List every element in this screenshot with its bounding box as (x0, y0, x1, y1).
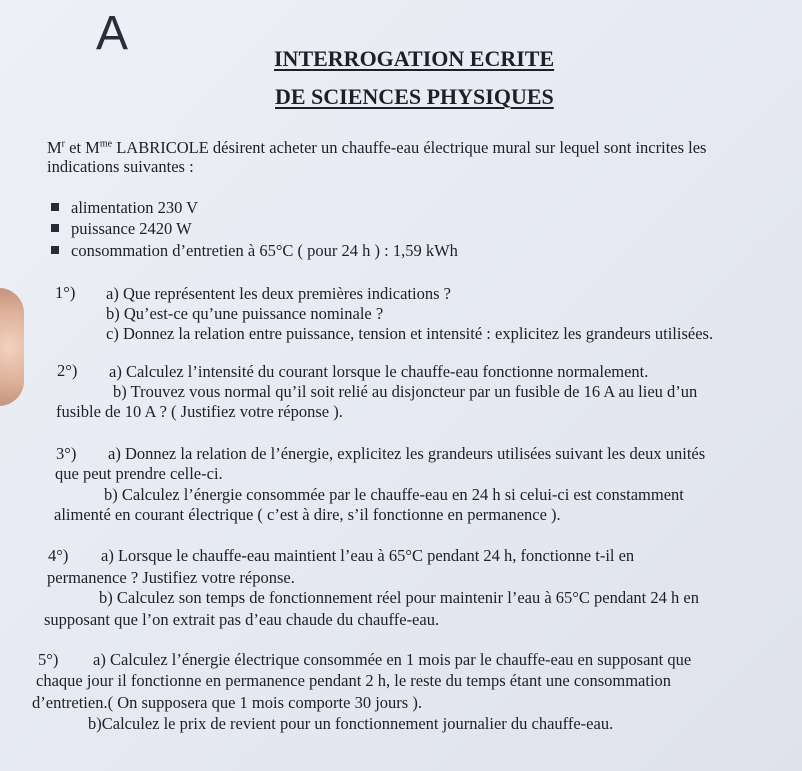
intro-line-1 (47, 138, 706, 158)
indication-text: alimentation 230 V (71, 198, 199, 217)
intro-et-m: et M (65, 138, 100, 157)
q2-b-line-1: b) Trouvez vous normal qu’il soit relié au disjoncteur par un fusible de 16 A au lieu d’un (113, 382, 698, 401)
q5-b: b)Calculez le prix de revient pour un fonctionnement journalier du chauffe-eau. (88, 714, 614, 733)
intro-mr: M (47, 138, 62, 157)
finger-photo-artifact (0, 288, 24, 406)
q4-b-line-2: supposant que l’on extrait pas d’eau chaude du chauffe-eau. (44, 610, 440, 629)
page-letter: A (96, 7, 129, 60)
indication-item (51, 198, 198, 218)
indication-item (51, 241, 458, 261)
q5-a-line-3: d’entretien.( On supposera que 1 mois comporte 30 jours ). (32, 693, 422, 712)
title-line-2: DE SCIENCES PHYSIQUES (275, 84, 554, 109)
indication-text: puissance 2420 W (71, 219, 192, 238)
q3-number: 3°) (56, 444, 77, 463)
q4-b-line-1: b) Calculez son temps de fonctionnement réel pour maintenir l’eau à 65°C pendant 24 h en (99, 588, 699, 607)
intro-mme-sup: me (99, 138, 113, 150)
q1-a: a) Que représentent les deux premières indications ? (106, 284, 451, 303)
q2-a: a) Calculez l’intensité du courant lorsque le chauffe-eau fonctionne normalement. (109, 362, 649, 381)
intro-rest: LABRICOLE désirent acheter un chauffe-eau électrique mural sur lequel sont incrites les (112, 138, 707, 157)
indication-text: consommation d’entretien à 65°C ( pour 24 h ) : 1,59 kWh (71, 241, 458, 260)
indication-item (51, 219, 192, 239)
q4-number: 4°) (48, 546, 69, 565)
intro-mr-sup: r (61, 138, 66, 150)
q5-number: 5°) (38, 650, 59, 669)
intro-line-2: indications suivantes : (47, 157, 194, 176)
q3-a-line-2: que peut prendre celle-ci. (55, 464, 223, 483)
q4-a-line-1: a) Lorsque le chauffe-eau maintient l’eau à 65°C pendant 24 h, fonctionne t-il en (101, 546, 635, 565)
bullet-square-icon (51, 203, 59, 211)
q1-c: c) Donnez la relation entre puissance, tension et intensité : explicitez les grandeurs utilisées. (106, 324, 714, 343)
q3-a-line-1: a) Donnez la relation de l’énergie, explicitez les grandeurs utilisées suivant les deux unités (108, 444, 706, 463)
q5-a-line-1: a) Calculez l’énergie électrique consommée en 1 mois par le chauffe-eau en supposant que (93, 650, 692, 669)
q1-number: 1°) (55, 283, 76, 302)
bullet-square-icon (51, 224, 59, 232)
q1-b: b) Qu’est-ce qu’une puissance nominale ? (106, 304, 384, 323)
title-line-1: INTERROGATION ECRITE (274, 46, 555, 71)
q2-b-line-2: fusible de 10 A ? ( Justifiez votre réponse ). (56, 402, 343, 421)
q3-b-line-2: alimenté en courant électrique ( c’est à dire, s’il fonctionne en permanence ). (54, 505, 561, 524)
q5-a-line-2: chaque jour il fonctionne en permanence pendant 2 h, le reste du temps étant une consommation (36, 671, 672, 690)
q3-b-line-1: b) Calculez l’énergie consommée par le chauffe-eau en 24 h si celui-ci est constamment (104, 485, 684, 504)
q2-number: 2°) (57, 361, 78, 380)
bullet-square-icon (51, 246, 59, 254)
q4-a-line-2: permanence ? Justifiez votre réponse. (47, 568, 295, 587)
